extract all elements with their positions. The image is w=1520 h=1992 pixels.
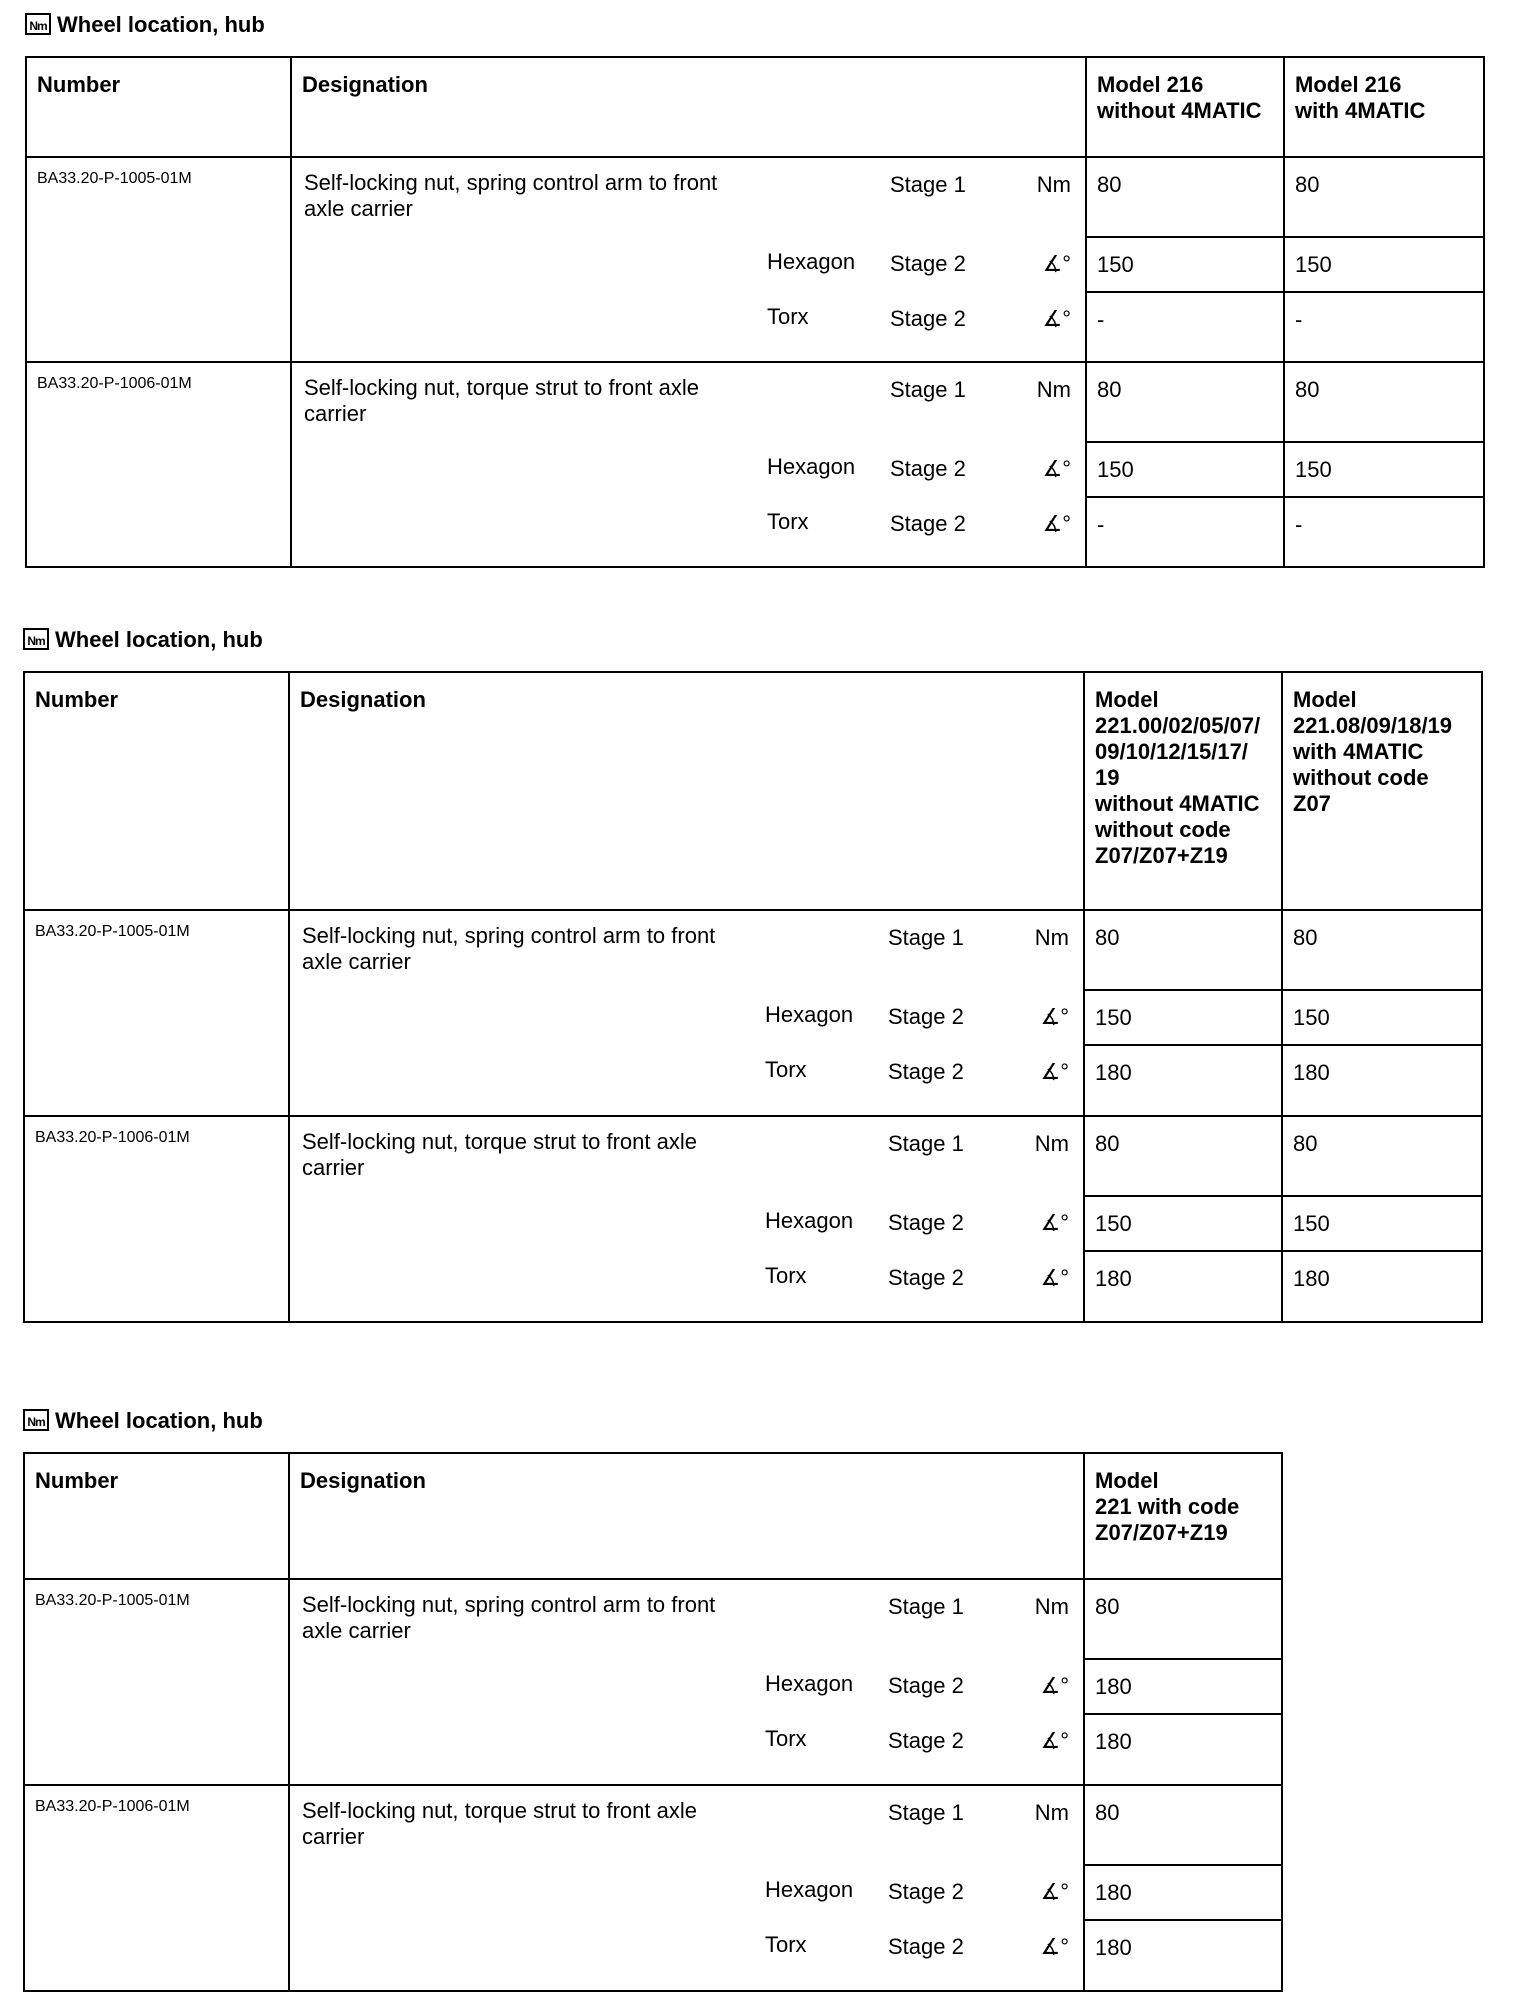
designation-cell	[289, 1196, 1084, 1251]
designation-inner	[292, 497, 1085, 565]
table-row	[24, 910, 1482, 990]
part-number: BA33.20-P-1005-01M	[24, 1579, 289, 1785]
table-row	[24, 1579, 1282, 1659]
torque-table	[23, 1452, 1283, 1992]
torque-value: -	[1086, 497, 1284, 567]
section-title	[23, 625, 263, 655]
torque-value: -	[1284, 497, 1484, 567]
designation-cell	[291, 292, 1086, 362]
section-title-text: Wheel location, hub	[57, 12, 265, 37]
designation-inner	[290, 911, 1083, 989]
designation-inner	[292, 237, 1085, 290]
stage-label: Stage 1	[888, 1594, 964, 1619]
torque-value: 150	[1284, 442, 1484, 497]
fastener-type: Hexagon	[767, 454, 856, 479]
stage-label: Stage 2	[888, 1879, 964, 1904]
angle-icon: ∡°	[1040, 1265, 1069, 1290]
designation-text: Self-locking nut, torque strut to front axle carrier	[302, 1798, 697, 1849]
stage-label: Stage 1	[888, 925, 964, 950]
column-header-number: Number	[24, 1453, 289, 1579]
torque-value: 150	[1084, 990, 1282, 1045]
stage-label: Stage 2	[888, 1673, 964, 1698]
angle-icon: ∡°	[1040, 1059, 1069, 1084]
stage-label: Stage 2	[890, 456, 966, 481]
designation-cell	[291, 157, 1086, 237]
model-header-line: 221 with code	[1095, 1494, 1240, 1519]
stage-label: Stage 2	[888, 1265, 964, 1290]
angle-icon: ∡°	[1042, 306, 1071, 331]
designation-text: Self-locking nut, spring control arm to front axle carrier	[302, 1592, 716, 1643]
part-number: BA33.20-P-1005-01M	[26, 157, 291, 362]
torque-value: 80	[1086, 157, 1284, 237]
section-title-text: Wheel location, hub	[55, 1408, 263, 1433]
fastener-type: Hexagon	[765, 1208, 854, 1233]
table-row	[24, 1116, 1482, 1196]
designation-cell	[289, 1045, 1084, 1116]
column-header-number: Number	[26, 57, 291, 157]
header-row	[24, 1453, 1282, 1579]
torque-value: 180	[1084, 1251, 1282, 1322]
torque-value: 150	[1282, 990, 1482, 1045]
designation-cell	[289, 1865, 1084, 1920]
torque-value: 80	[1284, 157, 1484, 237]
designation-text: Self-locking nut, torque strut to front axle carrier	[304, 375, 699, 426]
model-header-line: without 4MATIC	[1095, 791, 1260, 816]
designation-inner	[290, 1920, 1083, 1989]
model-header-line: Model	[1095, 1468, 1159, 1493]
designation-inner	[292, 442, 1085, 495]
designation-cell	[289, 990, 1084, 1045]
torque-table	[25, 56, 1485, 568]
part-number: BA33.20-P-1006-01M	[24, 1116, 289, 1322]
designation-cell	[289, 1714, 1084, 1785]
fastener-type: Torx	[767, 509, 809, 534]
designation-inner	[290, 1196, 1083, 1249]
model-header-line: 09/10/12/15/17/	[1095, 739, 1248, 764]
torque-value: 150	[1284, 237, 1484, 292]
stage-label: Stage 2	[890, 251, 966, 276]
nm-torque-icon: Nm	[23, 1409, 49, 1431]
torque-value: -	[1284, 292, 1484, 362]
designation-inner	[292, 363, 1085, 441]
designation-inner	[290, 1714, 1083, 1783]
model-header-line: 221.08/09/18/19	[1293, 713, 1453, 738]
designation-inner	[290, 1580, 1083, 1658]
fastener-type: Hexagon	[767, 249, 856, 274]
header-row	[24, 672, 1482, 910]
model-header-line: with 4MATIC	[1293, 739, 1424, 764]
torque-value: 80	[1084, 1579, 1282, 1659]
designation-cell	[291, 497, 1086, 567]
designation-text: Self-locking nut, torque strut to front axle carrier	[302, 1129, 697, 1180]
designation-cell	[289, 1659, 1084, 1714]
unit-nm: Nm	[1036, 377, 1071, 402]
angle-icon: ∡°	[1042, 511, 1071, 536]
model-header-line: Z07/Z07+Z19	[1095, 1520, 1228, 1545]
model-header-line: without code	[1293, 765, 1429, 790]
designation-cell	[291, 362, 1086, 442]
fastener-type: Torx	[765, 1726, 807, 1751]
designation-inner	[292, 292, 1085, 360]
angle-icon: ∡°	[1040, 1728, 1069, 1753]
unit-nm: Nm	[1034, 1800, 1069, 1825]
table-row	[26, 362, 1484, 442]
model-header-line: with 4MATIC	[1295, 98, 1426, 123]
torque-value: 150	[1282, 1196, 1482, 1251]
header-row	[26, 57, 1484, 157]
unit-nm: Nm	[1034, 1594, 1069, 1619]
torque-value: 80	[1084, 1785, 1282, 1865]
designation-text: Self-locking nut, spring control arm to front axle carrier	[304, 170, 718, 221]
part-number: BA33.20-P-1005-01M	[24, 910, 289, 1116]
model-header-line: without 4MATIC	[1097, 98, 1262, 123]
designation-inner	[290, 1045, 1083, 1114]
stage-label: Stage 2	[888, 1004, 964, 1029]
section-title	[25, 10, 265, 40]
designation-inner	[290, 1251, 1083, 1320]
part-number: BA33.20-P-1006-01M	[24, 1785, 289, 1991]
torque-value: 180	[1084, 1865, 1282, 1920]
column-header-model	[1084, 1453, 1282, 1579]
angle-icon: ∡°	[1040, 1004, 1069, 1029]
unit-nm: Nm	[1036, 172, 1071, 197]
fastener-type: Hexagon	[765, 1877, 854, 1902]
part-number: BA33.20-P-1006-01M	[26, 362, 291, 567]
torque-value: 180	[1084, 1714, 1282, 1785]
angle-icon: ∡°	[1042, 251, 1071, 276]
angle-icon: ∡°	[1040, 1673, 1069, 1698]
torque-value: 150	[1086, 442, 1284, 497]
designation-inner	[290, 1865, 1083, 1918]
stage-label: Stage 1	[888, 1800, 964, 1825]
torque-value: 180	[1084, 1045, 1282, 1116]
designation-cell	[289, 1579, 1084, 1659]
designation-cell	[291, 237, 1086, 292]
torque-value: 180	[1084, 1659, 1282, 1714]
fastener-type: Torx	[765, 1932, 807, 1957]
torque-value: 80	[1084, 1116, 1282, 1196]
designation-text: Self-locking nut, spring control arm to front axle carrier	[302, 923, 716, 974]
torque-value: 150	[1084, 1196, 1282, 1251]
designation-inner	[290, 1659, 1083, 1712]
fastener-type: Torx	[767, 304, 809, 329]
stage-label: Stage 1	[888, 1131, 964, 1156]
torque-value: 80	[1084, 910, 1282, 990]
angle-icon: ∡°	[1040, 1879, 1069, 1904]
torque-value: 80	[1282, 910, 1482, 990]
designation-cell	[291, 442, 1086, 497]
model-header-line: Model 216	[1295, 72, 1402, 97]
torque-value: 180	[1282, 1045, 1482, 1116]
fastener-type: Torx	[765, 1057, 807, 1082]
torque-table	[23, 671, 1483, 1323]
torque-value: 80	[1284, 362, 1484, 442]
torque-value: 180	[1084, 1920, 1282, 1991]
model-header-line: Model	[1095, 687, 1159, 712]
stage-label: Stage 2	[890, 511, 966, 536]
fastener-type: Hexagon	[765, 1002, 854, 1027]
unit-nm: Nm	[1034, 925, 1069, 950]
angle-icon: ∡°	[1042, 456, 1071, 481]
column-header-designation: Designation	[289, 1453, 1084, 1579]
designation-cell	[289, 1785, 1084, 1865]
torque-value: 80	[1086, 362, 1284, 442]
fastener-type: Torx	[765, 1263, 807, 1288]
angle-icon: ∡°	[1040, 1210, 1069, 1235]
stage-label: Stage 2	[888, 1059, 964, 1084]
nm-torque-icon: Nm	[25, 13, 51, 35]
designation-inner	[290, 990, 1083, 1043]
designation-inner	[290, 1786, 1083, 1864]
model-header-line: 221.00/02/05/07/	[1095, 713, 1261, 738]
column-header-model	[1086, 57, 1284, 157]
column-header-number: Number	[24, 672, 289, 910]
angle-icon: ∡°	[1040, 1934, 1069, 1959]
column-header-designation: Designation	[291, 57, 1086, 157]
designation-cell	[289, 1920, 1084, 1991]
model-header-line: 19	[1095, 765, 1120, 790]
nm-torque-icon: Nm	[23, 628, 49, 650]
designation-cell	[289, 1116, 1084, 1196]
model-header-line: without code	[1095, 817, 1231, 842]
section-title-text: Wheel location, hub	[55, 627, 263, 652]
stage-label: Stage 2	[890, 306, 966, 331]
model-header-line: Z07/Z07+Z19	[1095, 843, 1228, 868]
table-row	[24, 1785, 1282, 1865]
section-title	[23, 1406, 263, 1436]
column-header-model	[1284, 57, 1484, 157]
stage-label: Stage 2	[888, 1934, 964, 1959]
model-header-line: Model 216	[1097, 72, 1204, 97]
stage-label: Stage 1	[890, 172, 966, 197]
fastener-type: Hexagon	[765, 1671, 854, 1696]
torque-value: -	[1086, 292, 1284, 362]
designation-inner	[292, 158, 1085, 236]
designation-inner	[290, 1117, 1083, 1195]
stage-label: Stage 2	[888, 1210, 964, 1235]
torque-value: 150	[1086, 237, 1284, 292]
column-header-designation: Designation	[289, 672, 1084, 910]
designation-cell	[289, 1251, 1084, 1322]
column-header-model	[1282, 672, 1482, 910]
column-header-model	[1084, 672, 1282, 910]
unit-nm: Nm	[1034, 1131, 1069, 1156]
torque-value: 80	[1282, 1116, 1482, 1196]
stage-label: Stage 2	[888, 1728, 964, 1753]
table-row	[26, 157, 1484, 237]
designation-cell	[289, 910, 1084, 990]
model-header-line: Z07	[1293, 791, 1331, 816]
torque-value: 180	[1282, 1251, 1482, 1322]
stage-label: Stage 1	[890, 377, 966, 402]
model-header-line: Model	[1293, 687, 1357, 712]
